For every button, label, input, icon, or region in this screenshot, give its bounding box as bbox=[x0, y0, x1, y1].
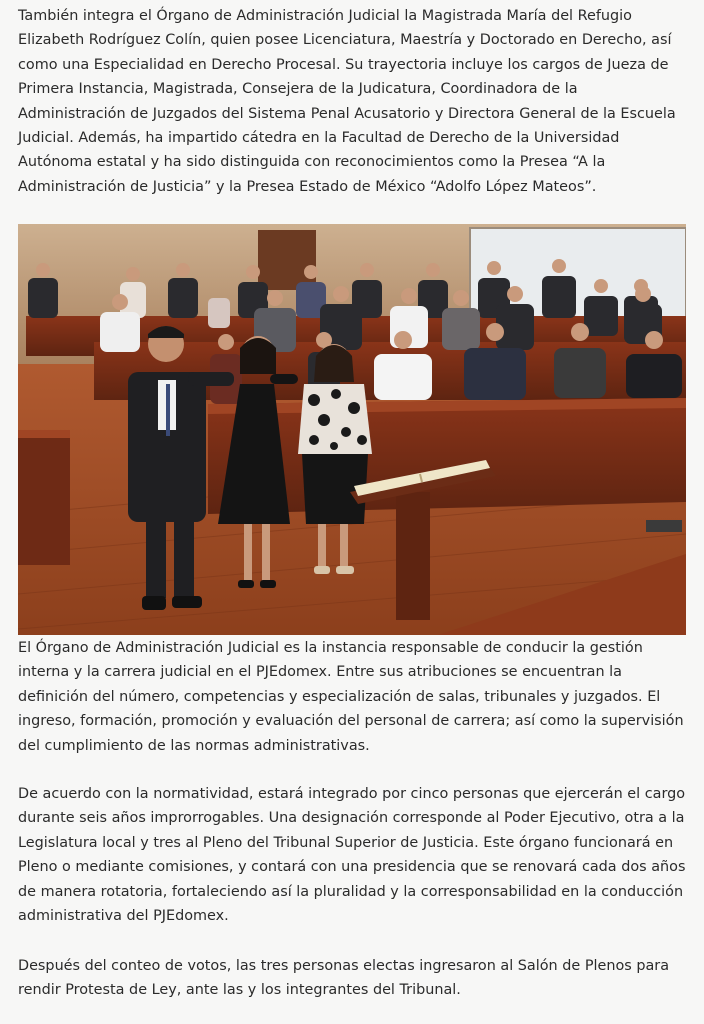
paragraph-line: Administración de Justicia” y la Presea Estado de México “Adolfo López Mateos”. bbox=[18, 178, 597, 195]
article-paragraph-2 bbox=[18, 636, 690, 758]
paragraph-line: rendir Protesta de Ley, ante las y los integrantes del Tribunal. bbox=[18, 982, 461, 999]
paragraph-line: Pleno o mediante comisiones, y contará con una presidencia que se renovará cada dos años bbox=[18, 859, 686, 876]
article-paragraph-1 bbox=[18, 4, 690, 199]
paragraph-line: definición del número, competencias y especialización de salas, tribunales y juzgados. El bbox=[18, 688, 661, 705]
ceremony-photo bbox=[18, 224, 686, 635]
article-paragraph-4 bbox=[18, 954, 690, 1003]
paragraph-line: El Órgano de Administración Judicial es la instancia responsable de conducir la gestión bbox=[18, 640, 643, 656]
paragraph-line: Legislatura local y tres al Pleno del Tribunal Superior de Justicia. Este órgano funcionará en bbox=[18, 834, 674, 851]
paragraph-line: De acuerdo con la normatividad, estará integrado por cinco personas que ejercerán el cargo bbox=[18, 786, 686, 802]
paragraph-line: Después del conteo de votos, las tres personas electas ingresaron al Salón de Plenos para bbox=[18, 958, 670, 974]
paragraph-line: de manera rotatoria, fortaleciendo así la pluralidad y la corresponsabilidad en la conducción bbox=[18, 883, 684, 900]
paragraph-line: Administración de Juzgados del Sistema Penal Acusatorio y Directora General de la Escuela bbox=[18, 105, 676, 122]
paragraph-line: interna y la carrera judicial en el PJEdomex. Entre sus atribuciones se encuentran la bbox=[18, 664, 622, 681]
paragraph-line: También integra el Órgano de Administración Judicial la Magistrada María del Refugio bbox=[18, 8, 632, 24]
paragraph-line: Elizabeth Rodríguez Colín, quien posee Licenciatura, Maestría y Doctorado en Derecho, así bbox=[18, 32, 672, 49]
paragraph-line: Judicial. Además, ha impartido cátedra en la Facultad de Derecho de la Universidad bbox=[18, 130, 620, 147]
paragraph-line: como una Especialidad en Derecho Procesal. Su trayectoria incluye los cargos de Jueza de bbox=[18, 56, 669, 73]
paragraph-line: ingreso, formación, promoción y evaluación del personal de carrera; así como la supervisión bbox=[18, 713, 684, 730]
paragraph-line: Autónoma estatal y ha sido distinguida con reconocimientos como la Presea “A la bbox=[18, 154, 606, 171]
paragraph-line: del cumplimiento de las normas administrativas. bbox=[18, 737, 370, 754]
paragraph-line: durante seis años improrrogables. Una designación corresponde al Poder Ejecutivo, otra a la bbox=[18, 810, 685, 827]
paragraph-line: administrativa del PJEdomex. bbox=[18, 908, 229, 925]
article-paragraph-3 bbox=[18, 782, 690, 928]
paragraph-line: Primera Instancia, Magistrada, Consejera de la Judicatura, Coordinadora de la bbox=[18, 81, 578, 98]
